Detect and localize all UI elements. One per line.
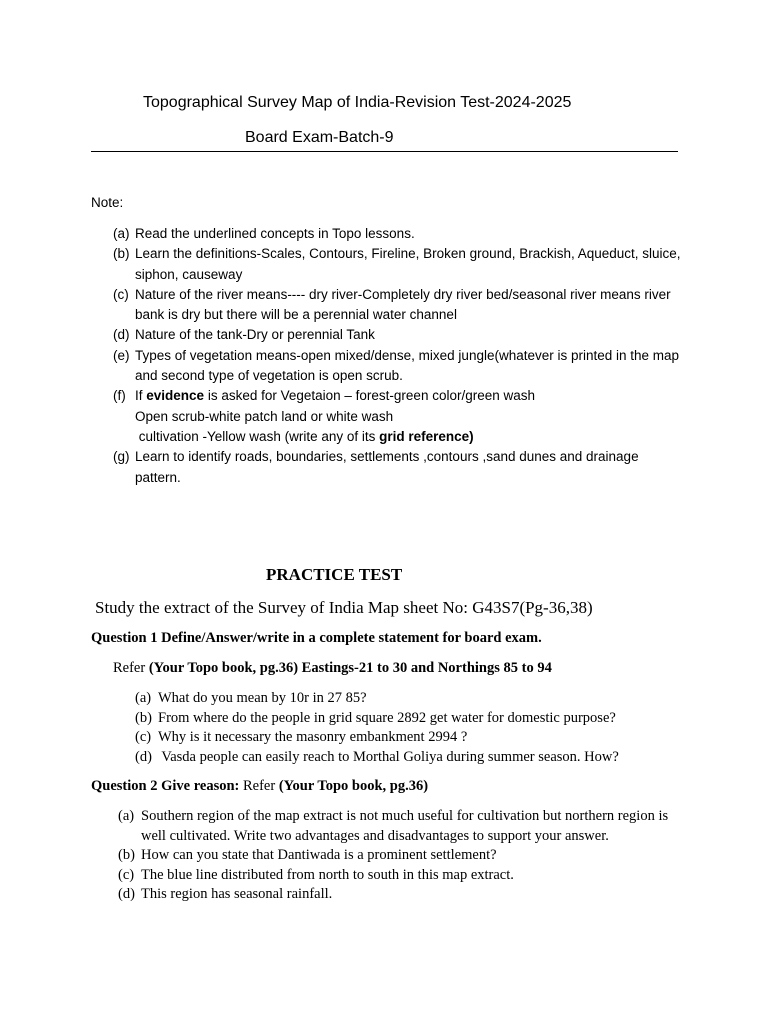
question-text: From where do the people in grid square 2892 get water for domestic purpose? [158,709,616,726]
study-instruction: Study the extract of the Survey of India Map sheet No: G43S7(Pg-36,38) [95,598,593,617]
question-item [118,846,683,866]
list-marker: (a) [113,226,130,241]
note-text-part: is asked for Vegetaion – forest-green color/green wash [204,388,536,404]
list-marker: (d) [113,327,130,343]
list-marker: (a) [118,808,135,824]
list-marker: (c) [113,286,129,302]
question-2-title: Question 2 Give reason: [91,778,240,794]
question-item [118,885,683,905]
question-item [118,866,683,886]
note-text: Types of vegetation means-open mixed/dense, mixed jungle(whatever is printed in the map and second type of vegetation is open scrub. [135,347,680,384]
note-item [113,244,683,285]
note-text: Learn to identify roads, boundaries, settlements ,contours ,sand dunes and drainage pattern. [135,449,639,485]
refer-label: Refer [239,778,279,794]
list-marker: (d) [135,749,152,766]
note-label: Note: [91,195,124,210]
note-text-part: Open scrub-white patch land or white wash [135,408,394,424]
note-text-part: If [135,388,147,404]
question-text: How can you state that Dantiwada is a prominent settlement? [141,847,497,863]
note-text: Read the underlined concepts in Topo lessons. [135,226,415,241]
note-text-part: cultivation -Yellow wash (write any of its [135,428,380,444]
question-1-heading: Question 1 Define/Answer/write in a complete statement for board exam. [91,630,542,646]
list-marker: (f) [113,388,126,404]
note-item [113,285,683,326]
emphasis-grid-reference: grid reference) [379,428,474,444]
practice-test-heading: PRACTICE TEST [266,565,403,584]
note-text: Nature of the tank-Dry or perennial Tank [135,327,375,343]
note-item [113,346,683,387]
note-item [113,447,683,488]
refer-label: Refer [113,660,149,676]
question-item [135,689,675,709]
question-text: This region has seasonal rainfall. [141,886,333,902]
question-text: What do you mean by 10r in 27 85? [158,690,367,706]
question-text: Why is it necessary the masonry embankment 2994 ? [158,729,468,746]
list-marker: (c) [135,729,152,746]
question-item [135,728,675,748]
notes-list [113,224,683,488]
list-marker: (c) [118,866,135,883]
note-text: Nature of the river means---- dry river-Completely dry river bed/seasonal river means river bank is dry but there will be a perennial water channel [135,286,671,323]
note-item [113,386,683,447]
question-item [135,709,675,729]
list-marker: (e) [113,347,130,363]
list-marker: (b) [118,847,135,863]
note-text-evidence [113,386,683,447]
question-item [118,807,683,846]
list-marker: (g) [113,449,130,465]
emphasis-evidence: evidence [146,388,205,404]
page-subtitle: Board Exam-Batch-9 [245,129,394,146]
refer-source: (Your Topo book, pg.36) Eastings-21 to 30 and Northings 85 to 94 [148,660,552,676]
question-2-list [118,807,683,905]
question-2-heading [91,778,428,795]
header-divider [91,151,678,152]
list-marker: (d) [118,886,135,902]
question-1-list [135,689,675,768]
page-title: Topographical Survey Map of India-Revision Test-2024-2025 [143,94,572,111]
note-text: Learn the definitions-Scales, Contours, Fireline, Broken ground, Brackish, Aqueduct, sluice, siphon, causeway [135,246,681,282]
list-marker: (a) [135,690,152,706]
question-1-reference [113,660,552,677]
note-item [113,224,683,244]
question-item [135,748,675,768]
question-text: The blue line distributed from north to south in this map extract. [141,866,514,883]
question-text: Vasda people can easily reach to Morthal Goliya during summer season. How? [158,749,619,766]
list-marker: (b) [135,709,152,726]
refer-source: (Your Topo book, pg.36) [278,778,429,794]
list-marker: (b) [113,246,130,262]
note-item [113,325,683,345]
question-text: Southern region of the map extract is not much useful for cultivation but northern region is well cultivated. Write two advantages and disadvantages to support your answer. [141,808,669,844]
